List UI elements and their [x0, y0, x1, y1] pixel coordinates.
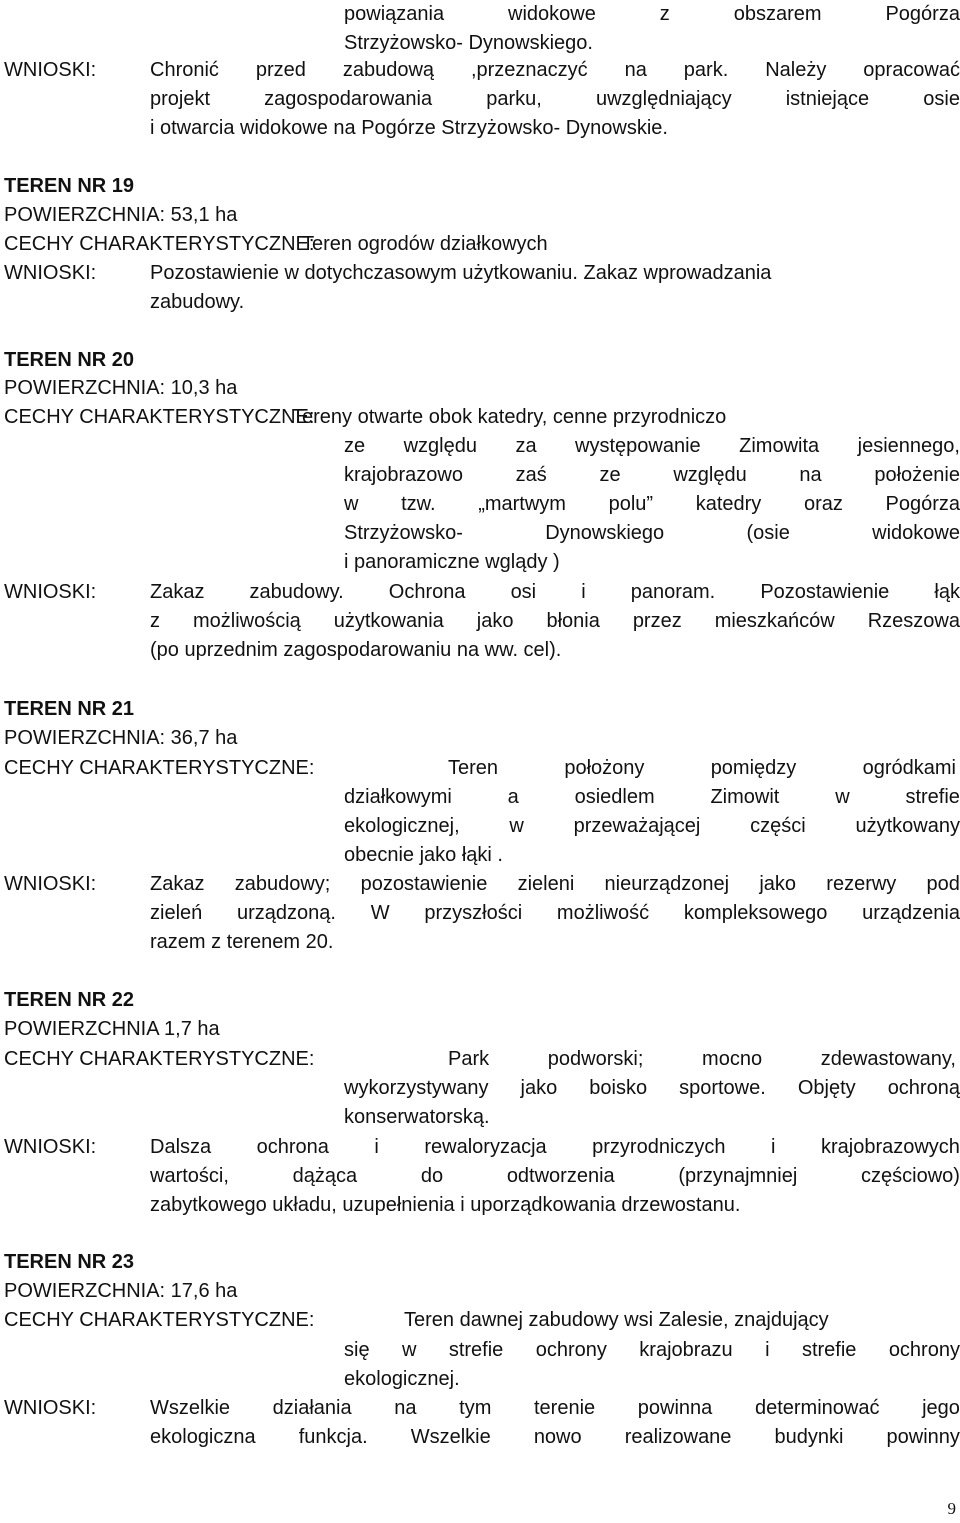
- cechy-label: CECHY CHARAKTERYSTYCZNE:: [4, 1309, 315, 1331]
- cechy-label: CECHY CHARAKTERYSTYCZNE:: [4, 233, 315, 255]
- wnioski-label: WNIOSKI:: [4, 59, 97, 81]
- body-text-line: zabudowy.: [150, 291, 245, 313]
- body-text-line: ekologiczna funkcja. Wszelkie nowo realizowane budynki powinny: [150, 1426, 960, 1448]
- body-text-line: Strzyżowsko- Dynowskiego.: [344, 32, 593, 54]
- body-text-line: z możliwością użytkowania jako błonia przez mieszkańców Rzeszowa: [150, 610, 960, 632]
- body-text-line: powiązania widokowe z obszarem Pogórza: [344, 3, 960, 25]
- body-text-line: i otwarcia widokowe na Pogórze Strzyżowsko- Dynowskie.: [150, 117, 668, 139]
- body-text-line: Teren dawnej zabudowy wsi Zalesie, znajdujący: [404, 1309, 829, 1331]
- page-number: 9: [947, 1499, 956, 1518]
- wnioski-label: WNIOSKI:: [4, 581, 97, 603]
- body-text-line: Park podworski; mocno zdewastowany,: [448, 1048, 956, 1070]
- body-text-line: wartości, dążąca do odtworzenia (przynajmniej częściowo): [150, 1165, 960, 1187]
- body-text-line: Pozostawienie w dotychczasowym użytkowaniu. Zakaz wprowadzania: [150, 262, 772, 284]
- body-text-line: i panoramiczne wglądy ): [344, 551, 560, 573]
- cechy-label: CECHY CHARAKTERYSTYCZNE:: [4, 757, 315, 779]
- area-line: POWIERZCHNIA 1,7 ha: [4, 1018, 220, 1040]
- body-text-line: Zakaz zabudowy. Ochrona osi i panoram. Pozostawienie łąk: [150, 581, 960, 603]
- section-heading: TEREN NR 21: [4, 698, 135, 720]
- area-line: POWIERZCHNIA: 10,3 ha: [4, 377, 238, 399]
- section-heading: TEREN NR 23: [4, 1251, 135, 1273]
- cechy-label: CECHY CHARAKTERYSTYCZNE:: [4, 1048, 315, 1070]
- area-line: POWIERZCHNIA: 53,1 ha: [4, 204, 238, 226]
- body-text-line: się w strefie ochrony krajobrazu i strefie ochrony: [344, 1339, 960, 1361]
- body-text-line: projekt zagospodarowania parku, uwzględniający istniejące osie: [150, 88, 960, 110]
- area-line: POWIERZCHNIA: 17,6 ha: [4, 1280, 238, 1302]
- wnioski-label: WNIOSKI:: [4, 873, 97, 895]
- wnioski-label: WNIOSKI:: [4, 262, 97, 284]
- body-text-line: w tzw. „martwym polu” katedry oraz Pogórza: [344, 493, 960, 515]
- body-text-line: Chronić przed zabudową ,przeznaczyć na park. Należy opracować: [150, 59, 960, 81]
- body-text-line: konserwatorską.: [344, 1106, 490, 1128]
- body-text-line: wykorzystywany jako boisko sportowe. Objęty ochroną: [344, 1077, 960, 1099]
- body-text-line: obecnie jako łąki .: [344, 844, 503, 866]
- body-text-line: Teren ogrodów działkowych: [302, 233, 548, 255]
- cechy-label: CECHY CHARAKTERYSTYCZNE:: [4, 406, 315, 428]
- body-text-line: zabytkowego układu, uzupełnienia i uporządkowania drzewostanu.: [150, 1194, 741, 1216]
- body-text-line: razem z terenem 20.: [150, 931, 334, 953]
- body-text-line: ekologicznej.: [344, 1368, 460, 1390]
- area-line: POWIERZCHNIA: 36,7 ha: [4, 727, 238, 749]
- body-text-line: ze względu za występowanie Zimowita jesiennego,: [344, 435, 960, 457]
- body-text-line: działkowymi a osiedlem Zimowit w strefie: [344, 786, 960, 808]
- body-text-line: (po uprzednim zagospodarowaniu na ww. cel).: [150, 639, 562, 661]
- body-text-line: krajobrazowo zaś ze względu na położenie: [344, 464, 960, 486]
- body-text-line: Wszelkie działania na tym terenie powinna determinować jego: [150, 1397, 960, 1419]
- body-text-line: zieleń urządzoną. W przyszłości możliwość kompleksowego urządzenia: [150, 902, 960, 924]
- section-heading: TEREN NR 22: [4, 989, 135, 1011]
- section-heading: TEREN NR 19: [4, 175, 135, 197]
- body-text-line: Zakaz zabudowy; pozostawienie zieleni nieurządzonej jako rezerwy pod: [150, 873, 960, 895]
- section-heading: TEREN NR 20: [4, 349, 135, 371]
- body-text-line: Strzyżowsko- Dynowskiego (osie widokowe: [344, 522, 960, 544]
- body-text-line: Teren położony pomiędzy ogródkami: [448, 757, 956, 779]
- body-text-line: Dalsza ochrona i rewaloryzacja przyrodniczych i krajobrazowych: [150, 1136, 960, 1158]
- body-text-line: ekologicznej, w przeważającej części użytkowany: [344, 815, 960, 837]
- wnioski-label: WNIOSKI:: [4, 1397, 97, 1419]
- body-text-line: Tereny otwarte obok katedry, cenne przyrodniczo: [292, 406, 727, 428]
- wnioski-label: WNIOSKI:: [4, 1136, 97, 1158]
